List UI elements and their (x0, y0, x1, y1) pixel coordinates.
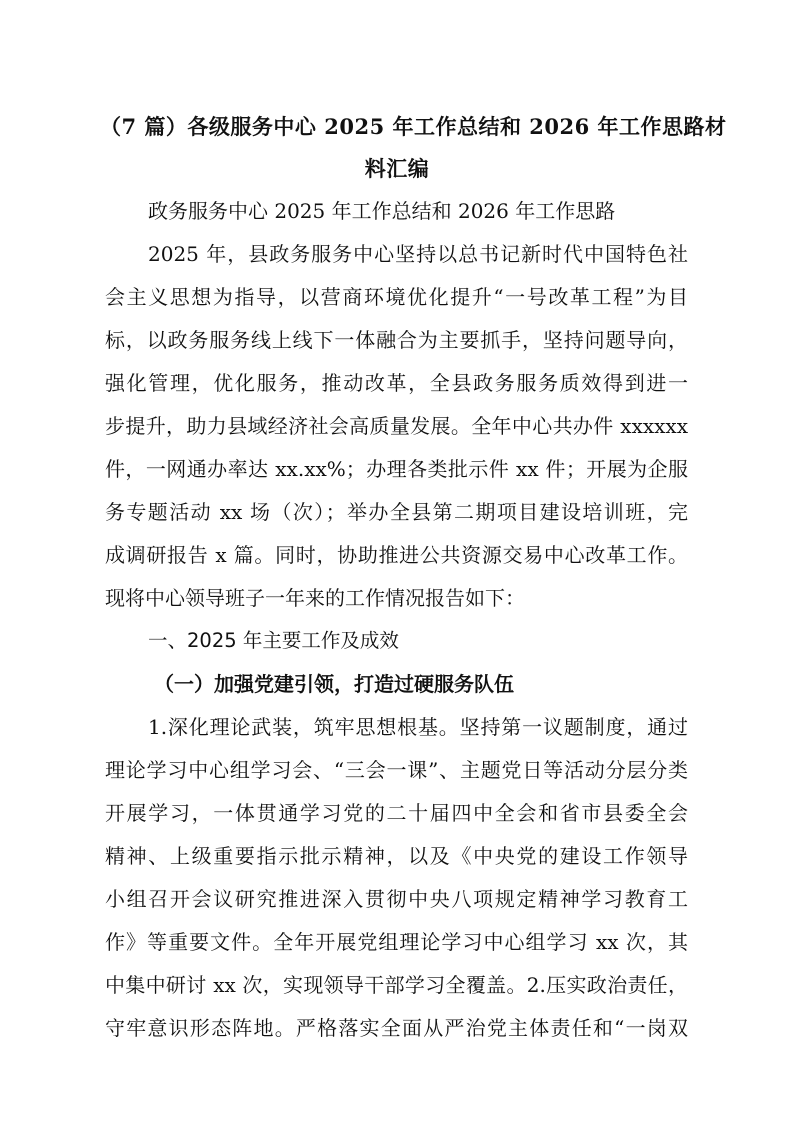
body-line: 理论学习中心组学习会、“三会一课”、主题党日等活动分层分类 (105, 758, 688, 782)
intro-line: 务专题活动 xx 场（次）；举办全县第二期项目建设培训班，完 (105, 500, 688, 524)
document-title-line-1: （7 篇）各级服务中心 2025 年工作总结和 2026 年工作思路材 (100, 114, 727, 139)
intro-line: 标，以政务服务线上线下一体融合为主要抓手，坚持问题导向， (105, 328, 688, 352)
body-line: 1.深化理论武装，筑牢思想根基。坚持第一议题制度，通过 (148, 715, 688, 739)
intro-line: 2025 年，县政务服务中心坚持以总书记新时代中国特色社 (148, 242, 688, 266)
body-line: 精神、上级重要指示批示精神，以及《中央党的建设工作领导 (105, 844, 688, 868)
intro-line: 件，一网通办率达 xx.xx%；办理各类批示件 xx 件；开展为企服 (105, 457, 688, 481)
intro-line: 强化管理，优化服务，推动改革，全县政务服务质效得到进一 (105, 371, 688, 395)
intro-line: 现将中心领导班子一年来的工作情况报告如下： (105, 586, 525, 610)
body-line: 中集中研讨 xx 次，实现领导干部学习全覆盖。2.压实政治责任， (105, 973, 688, 997)
body-line: 开展学习，一体贯通学习党的二十届四中全会和省市县委全会 (105, 801, 688, 825)
section-heading: 一、2025 年主要工作及成效 (148, 629, 399, 652)
document-subtitle: 政务服务中心 2025 年工作总结和 2026 年工作思路 (148, 199, 616, 223)
body-line: 小组召开会议研究推进深入贯彻中央八项规定精神学习教育工 (105, 887, 688, 911)
subsection-heading: （一）加强党建引领，打造过硬服务队伍 (154, 672, 514, 696)
body-line: 作》等重要文件。全年开展党组理论学习中心组学习 xx 次，其 (105, 930, 688, 954)
body-line: 守牢意识形态阵地。严格落实全面从严治党主体责任和“一岗双 (105, 1016, 688, 1040)
intro-line: 成调研报告 x 篇。同时，协助推进公共资源交易中心改革工作。 (105, 543, 688, 567)
intro-line: 步提升，助力县域经济社会高质量发展。全年中心共办件 xxxxxx (105, 414, 688, 438)
intro-line: 会主义思想为指导，以营商环境优化提升“一号改革工程”为目 (105, 285, 688, 309)
document-title-line-2: 料汇编 (364, 156, 430, 181)
